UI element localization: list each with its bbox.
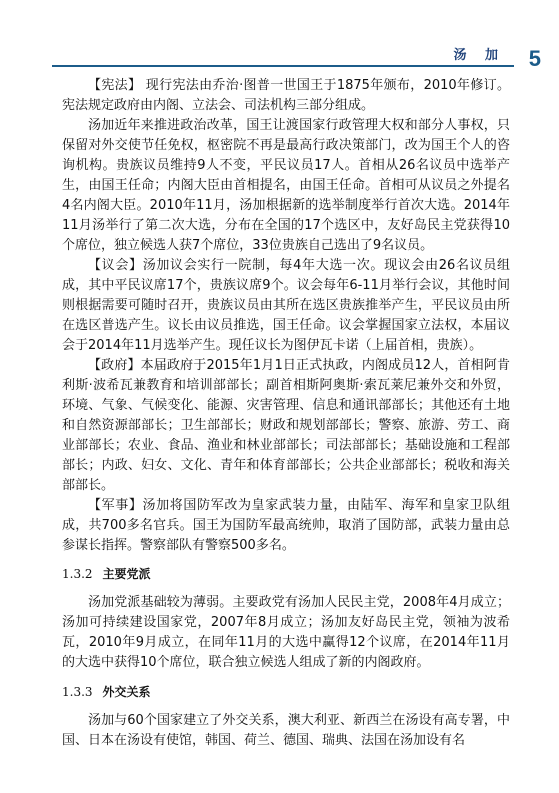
constitution-paragraph: 【宪法】 现行宪法由乔治·图普一世国王于1875年颁布，2010年修订。宪法规定政府由内阁、立法会、司法机构三部分组成。: [62, 78, 510, 113]
running-header-title: 汤 加: [453, 48, 505, 63]
section-heading-foreign-relations: [62, 682, 510, 702]
section-heading-parties: [62, 564, 510, 584]
section-number: 1.3.2: [62, 567, 93, 581]
section-title: 外交关系: [102, 685, 151, 699]
government-paragraph: 【政府】本届政府于2015年1月1日正式执政，内阁成员12人，首相阿肯利斯·波希瓦兼教育和培训部部长；副首相斯阿奥斯·索瓦莱尼兼外交和外贸，环境、气象、气候变化、能源、灾害管理、信息和通讯部部长；其他还有土地和自然资源部部长；卫生部部长；财政和规划部部长；警察、旅游、劳工、商业部部长；农业、食品、渔业和林业部部长；司法部部长；基础设施和工程部部长；内政、妇女、文化、青年和体育部部长；公共企业部部长；税收和海关部部长。: [62, 358, 510, 493]
parliament-paragraph: 【议会】汤加议会实行一院制，每4年大选一次。现议会由26名议员组成，其中平民议席17个，贵族议席9个。议会每年6-11月举行会议，其他时间则根据需要可随时召开，贵族议员由其所在选区贵族推举产生，平民议员由所在选区普选产生。议长由议员推选，国王任命。议会掌握国家立法权，本届议会于2014年11月选举产生。现任议长为图伊瓦卡诺（上届首相，贵族）。: [62, 258, 510, 353]
parties-paragraph: 汤加党派基础较为薄弱。主要政党有汤加人民民主党，2008年4月成立；汤加可持续建设国家党，2007年8月成立；汤加友好岛民主党，领袖为波希瓦，2010年9月成立，在同年11月的大选中赢得12个议席，在2014年11月的大选中获得10个席位，联合独立候选人组成了新的内阁政府。: [62, 595, 510, 670]
header-rule: [52, 65, 514, 67]
page-body: [62, 76, 510, 751]
section-title: 主要党派: [102, 567, 151, 581]
section-number: 1.3.3: [62, 685, 93, 699]
political-reform-paragraph: 汤加近年来推进政治改革，国王让渡国家行政管理大权和部分人事权，只保留对外交使节任免权，枢密院不再是最高行政决策部门，改为国王个人的咨询机构。贵族议员维持9人不变，平民议员17人。首相从26名议员中选举产生，由国王任命；内阁大臣由首相提名，由国王任命。首相可从议员之外提名4名内阁大臣。2010年11月，汤加根据新的选举制度举行首次大选。2014年11月汤举行了第二次大选，分布在全国的17个选区中，友好岛民主党获得10个席位，独立候选人获7个席位，33位贵族自己选出了9名议员。: [62, 118, 510, 253]
foreign-relations-paragraph: 汤加与60个国家建立了外交关系，澳大利亚、新西兰在汤设有高专署，中国、日本在汤设有使馆，韩国、荷兰、德国、瑞典、法国在汤加设有名: [62, 713, 510, 748]
military-paragraph: 【军事】汤加将国防军改为皇家武装力量，由陆军、海军和皇家卫队组成，共700多名官兵。国王为国防军最高统帅，取消了国防部，武装力量由总参谋长指挥。警察部队有警察500多名。: [62, 498, 510, 553]
page-number: 5: [528, 46, 541, 71]
